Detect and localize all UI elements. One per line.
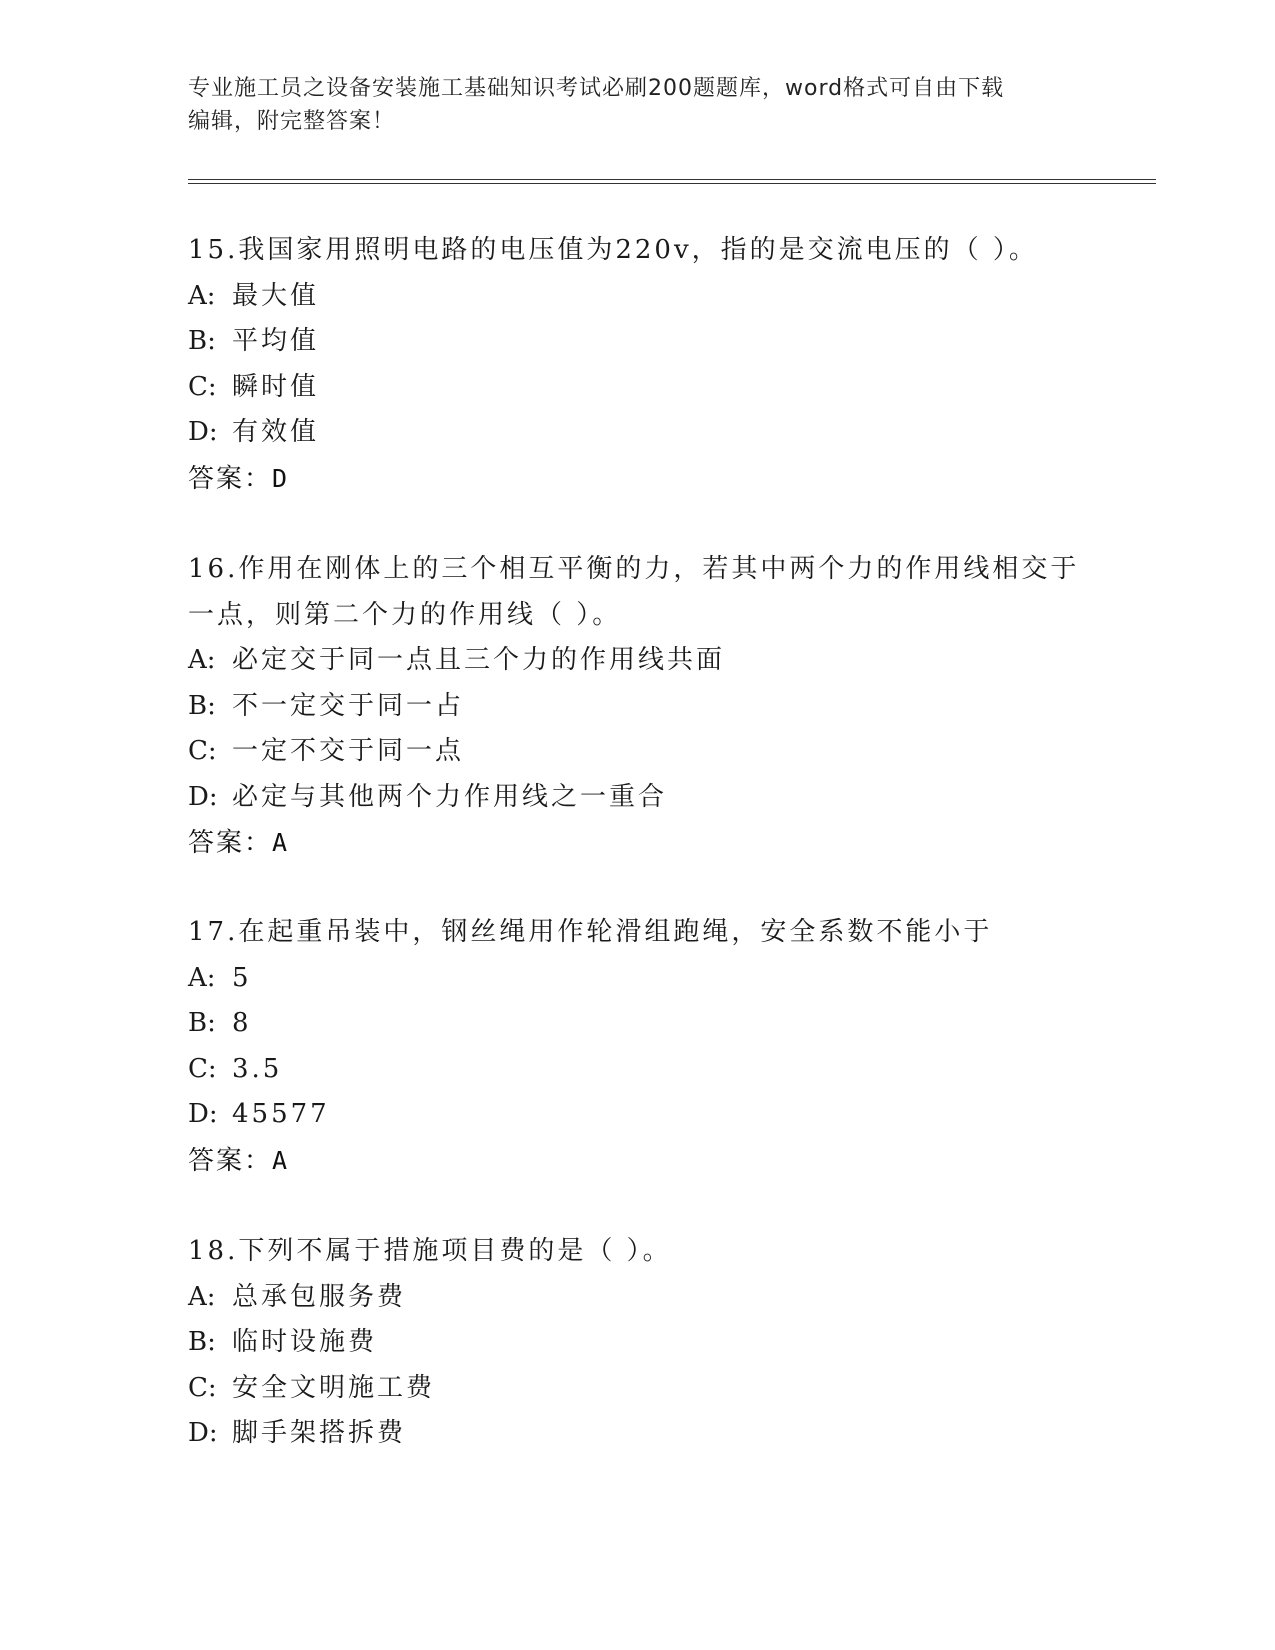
- option-text: 最大值: [232, 280, 320, 311]
- option-a: [188, 274, 1108, 320]
- option-b: [188, 684, 1108, 730]
- option-c: [188, 365, 1108, 411]
- option-text: 瞬时值: [232, 371, 320, 402]
- question-16: [188, 547, 1108, 867]
- option-label: C:: [188, 736, 217, 766]
- option-label: D:: [188, 1418, 218, 1448]
- header-rule-bottom: [188, 183, 1156, 184]
- document-header: [188, 72, 1068, 138]
- header-line-2: 编辑，附完整答案！: [188, 109, 396, 134]
- option-a: [188, 638, 1108, 684]
- answer-label: 答案：: [188, 828, 273, 858]
- option-text: 脚手架搭拆费: [232, 1418, 407, 1448]
- option-label: C:: [188, 1053, 217, 1084]
- question-stem: 17.在起重吊装中，钢丝绳用作轮滑组跑绳，安全系数不能小于: [188, 917, 993, 947]
- option-text: 不一定交于同一占: [232, 690, 465, 721]
- option-text: 安全文明施工费: [232, 1372, 436, 1403]
- option-text: 必定交于同一点且三个力的作用线共面: [232, 645, 726, 675]
- option-a: [188, 1275, 1108, 1321]
- option-d: [188, 1092, 1108, 1138]
- option-text: 3.5: [232, 1053, 283, 1084]
- option-label: B:: [188, 690, 216, 721]
- answer-line: [188, 820, 1108, 867]
- answer-value: A: [272, 828, 290, 857]
- option-label: A:: [188, 962, 216, 993]
- question-stem-line-1: 16.作用在刚体上的三个相互平衡的力，若其中两个力的作用线相交于: [188, 554, 1080, 584]
- option-label: B:: [188, 1327, 216, 1357]
- option-text: 5: [232, 962, 252, 993]
- answer-value: D: [272, 463, 290, 493]
- header-rule-top: [188, 179, 1156, 180]
- option-d: [188, 775, 1108, 821]
- option-text: 临时设施费: [232, 1327, 378, 1357]
- question-stem: 15.我国家用照明电路的电压值为220v，指的是交流电压的（ ）。: [188, 235, 1038, 265]
- question-stem: 18.下列不属于措施项目费的是（ ）。: [188, 1236, 672, 1266]
- option-text: 一定不交于同一点: [232, 736, 465, 766]
- option-label: B:: [188, 326, 216, 356]
- option-label: D:: [188, 1099, 218, 1129]
- answer-label: 答案：: [188, 1145, 273, 1176]
- option-text: 45577: [232, 1099, 330, 1129]
- answer-line: [188, 456, 1108, 503]
- option-a: [188, 956, 1108, 1002]
- question-17: [188, 910, 1108, 1184]
- option-label: D:: [188, 417, 218, 447]
- option-label: C:: [188, 371, 217, 402]
- option-text: 必定与其他两个力作用线之一重合: [232, 781, 668, 812]
- option-label: A:: [188, 280, 216, 311]
- option-label: C:: [188, 1372, 217, 1403]
- option-b: [188, 1320, 1108, 1366]
- option-text: 总承包服务费: [232, 1281, 407, 1312]
- option-label: D:: [188, 781, 218, 812]
- option-text: 有效值: [232, 417, 320, 447]
- option-c: [188, 1047, 1108, 1093]
- option-text: 平均值: [232, 326, 320, 356]
- option-c: [188, 1366, 1108, 1412]
- option-label: A:: [188, 645, 216, 675]
- question-15: [188, 228, 1108, 502]
- answer-label: 答案：: [188, 463, 273, 494]
- option-d: [188, 1411, 1108, 1457]
- option-label: A:: [188, 1281, 216, 1312]
- option-c: [188, 729, 1108, 775]
- header-line-1: 专业施工员之设备安装施工基础知识考试必刷200题题库，word格式可自由下载: [188, 76, 1005, 101]
- option-text: 8: [232, 1008, 252, 1038]
- answer-line: [188, 1138, 1108, 1185]
- option-d: [188, 410, 1108, 456]
- question-stem-line-2: 一点，则第二个力的作用线（ ）。: [188, 599, 622, 630]
- option-b: [188, 1001, 1108, 1047]
- answer-value: A: [272, 1145, 290, 1175]
- question-18: [188, 1229, 1108, 1457]
- option-b: [188, 319, 1108, 365]
- option-label: B:: [188, 1008, 216, 1038]
